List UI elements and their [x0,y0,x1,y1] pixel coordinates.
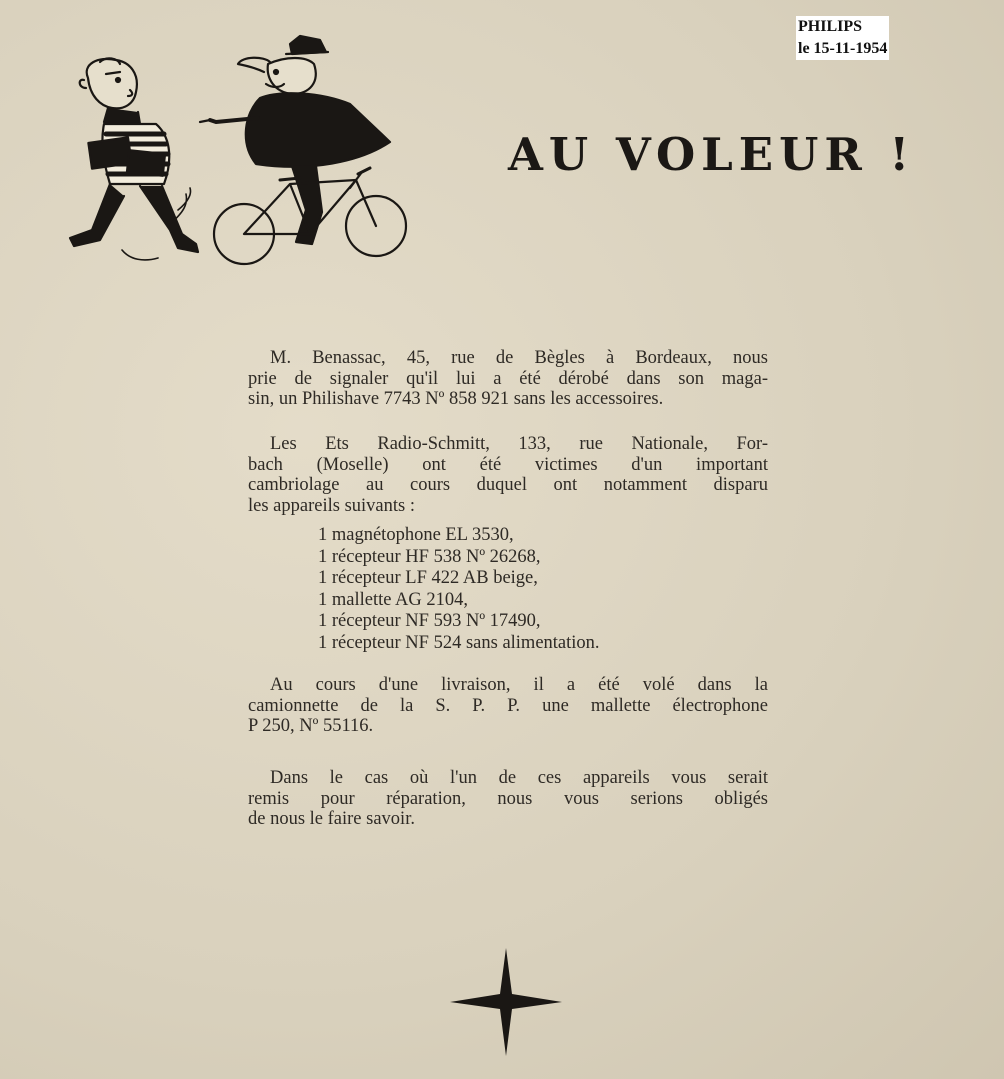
policeman-on-bicycle-icon [200,36,406,264]
list-item: 1 récepteur LF 422 AB beige, [318,568,538,588]
text-line: bach (Moselle) ont été victimes d'un important [248,454,768,475]
headline: AU VOLEUR ! [508,128,916,181]
date-label: le 15-11-1954 [798,40,888,57]
text-line: Au cours d'une livraison, il a été volé dans la [270,675,768,695]
text-line: M. Benassac, 45, rue de Bègles à Bordeaux, nous [270,348,768,368]
list-item: 1 récepteur NF 524 sans alimentation. [318,632,600,653]
stolen-items-list [318,525,600,654]
text-line: P 250, Nº 55116. [248,716,374,736]
text-line: sin, un Philishave 7743 Nº 858 921 sans les accessoires. [248,389,664,409]
text-line: prie de signaler qu'il lui a été dérobé dans son maga- [248,368,768,389]
corner-note [796,16,889,60]
paragraph-request [248,768,768,830]
brand-label: PHILIPS [798,18,863,35]
paragraph-delivery [248,675,768,737]
four-point-star-icon [450,948,562,1056]
text-line: camionnette de la S. P. P. une mallette électrophone [248,695,768,716]
text-line: cambriolage au cours duquel ont notamment disparu [248,475,768,495]
list-item: 1 récepteur NF 593 Nº 17490, [318,611,541,631]
thief-and-policeman-illustration [60,34,410,284]
text-line: Dans le cas où l'un de ces appareils vous serait [270,768,768,788]
paragraph-radio-schmitt [248,434,768,516]
text-line: de nous le faire savoir. [248,809,415,829]
list-item: 1 récepteur HF 538 Nº 26268, [318,546,541,567]
thief-figure-icon [70,58,198,260]
list-item: 1 magnétophone EL 3530, [318,525,514,545]
text-line: Les Ets Radio-Schmitt, 133, rue Nationale, For- [270,434,768,454]
text-line: les appareils suivants : [248,495,415,516]
text-line: remis pour réparation, nous vous serions obligés [248,788,768,809]
paragraph-benassac [248,348,768,410]
list-item: 1 mallette AG 2104, [318,589,469,610]
